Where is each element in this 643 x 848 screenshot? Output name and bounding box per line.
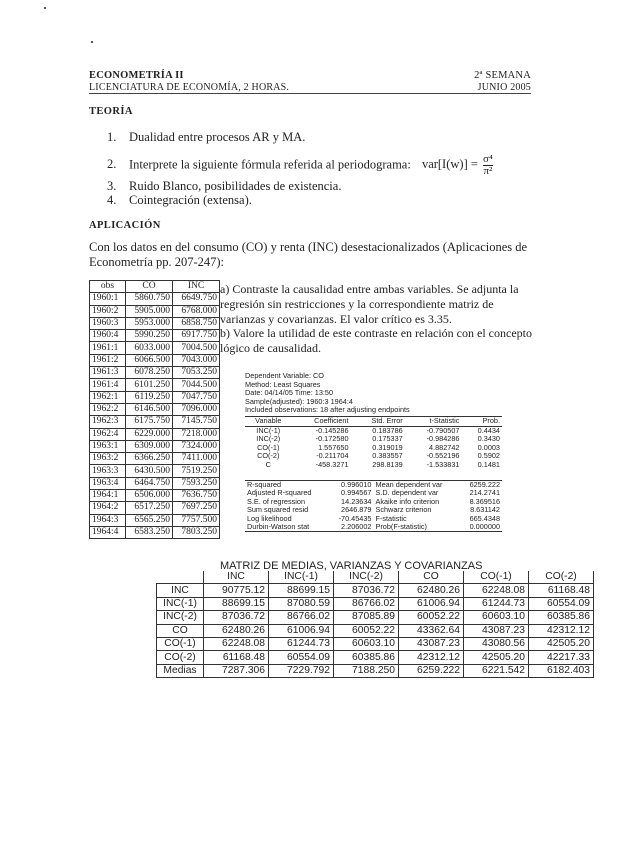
series-row <box>90 330 220 342</box>
matrix-cell: 60385.86 <box>529 611 594 624</box>
matrix-cell: 43087.23 <box>464 624 529 637</box>
item-text: Cointegración (extensa). <box>129 193 252 207</box>
matrix-title: MATRIZ DE MEDIAS, VARIANZAS Y COVARIANZAS <box>220 560 483 572</box>
co-cell: 6146.500 <box>126 403 173 415</box>
stat-label: Log likelihood <box>247 513 292 523</box>
stat-value: 6259.222 <box>469 480 500 489</box>
header-inc: INC <box>173 281 220 293</box>
matrix-cell: 87085.89 <box>334 611 399 624</box>
stat-value: 8.369516 <box>469 496 500 506</box>
matrix-row-label: CO(-1) <box>157 637 204 650</box>
prob-cell: 0.0003 <box>477 442 500 452</box>
series-row <box>90 354 220 366</box>
inc-cell: 7218.000 <box>173 428 220 440</box>
meta-line: Date: 04/14/05 Time: 13:50 <box>245 388 334 398</box>
coefficient-cell: -0.211704 <box>316 451 349 461</box>
matrix-cell: 6221.542 <box>464 664 529 677</box>
series-row <box>90 477 220 489</box>
t-stat-cell: -0.552196 <box>426 451 460 461</box>
question-a: a) Contraste la causalidad entre ambas variables. Se adjunta la regresión sin restricciones y la correspondiente matriz de varianzas y covarianzas. El valor crítico es 3.35. <box>220 282 519 326</box>
inc-cell: 6649.750 <box>173 293 220 305</box>
matrix-cell: 86766.02 <box>334 597 399 610</box>
matrix-cell: 42312.12 <box>399 651 464 664</box>
matrix-col-header: INC(-1) <box>269 571 334 584</box>
matrix-cell: 60052.22 <box>399 611 464 624</box>
stats-body <box>245 481 502 532</box>
prob-cell: 0.3430 <box>477 434 500 444</box>
obs-cell: 1964:3 <box>90 514 126 526</box>
std-error-cell: 0.383557 <box>372 451 403 461</box>
meta-line: Method: Least Squares <box>245 379 321 389</box>
formula-fraction <box>483 154 493 177</box>
t-stat-cell: -0.790507 <box>426 425 460 435</box>
series-row <box>90 440 220 452</box>
matrix-row <box>157 584 594 597</box>
series-body <box>90 293 220 539</box>
week-label: 2ª SEMANA <box>474 70 531 81</box>
matrix-row <box>157 624 594 637</box>
obs-cell: 1962:3 <box>90 416 126 428</box>
matrix-cell: 42312.12 <box>529 624 594 637</box>
series-header-row <box>90 281 220 293</box>
meta-line: Dependent Variable: CO <box>245 371 324 380</box>
item-number: 1. <box>107 130 117 144</box>
inc-cell: 6768.000 <box>173 305 220 317</box>
stat-value: 8.631142 <box>470 505 500 515</box>
matrix-cell: 61244.73 <box>269 637 334 650</box>
exam-date: JUNIO 2005 <box>477 82 531 93</box>
matrix-cell: 61168.48 <box>529 584 594 597</box>
stat-value: 214.2741 <box>469 488 500 498</box>
series-row <box>90 367 220 379</box>
series-row <box>90 305 220 317</box>
obs-cell: 1964:2 <box>90 502 126 514</box>
matrix-cell: 61006.94 <box>269 624 334 637</box>
matrix-row-label: INC <box>157 584 204 597</box>
item-text: Ruido Blanco, posibilidades de existencia. <box>129 179 342 193</box>
stat-label: Schwarz criterion <box>375 505 432 515</box>
t-stat-cell: -1.533831 <box>426 459 460 469</box>
co-cell: 6464.750 <box>126 477 173 489</box>
co-cell: 6506.000 <box>126 490 173 502</box>
regression-header-row <box>245 417 502 427</box>
obs-cell: 1962:4 <box>90 428 126 440</box>
obs-cell: 1964:4 <box>90 526 126 538</box>
matrix-row-label: INC(-1) <box>157 597 204 610</box>
series-row <box>90 403 220 415</box>
series-row <box>90 453 220 465</box>
stat-label: Durbin-Watson stat <box>247 522 310 532</box>
coefficient-cell: 1.557650 <box>318 442 349 452</box>
application-heading: APLICACIÓN <box>89 220 161 231</box>
inc-cell: 7411.000 <box>173 453 220 465</box>
matrix-cell: 62480.26 <box>399 584 464 597</box>
stat-value: -70.45435 <box>338 513 372 523</box>
variable-cell: C <box>265 459 271 469</box>
inc-cell: 7757.500 <box>173 514 220 526</box>
stat-label: Prob(F-statistic) <box>375 522 427 532</box>
co-cell: 6430.500 <box>126 465 173 477</box>
std-error-cell: 0.175337 <box>372 434 403 444</box>
co-cell: 6175.750 <box>126 416 173 428</box>
co-cell: 5990.250 <box>126 330 173 342</box>
matrix-cell: 90775.12 <box>204 584 269 597</box>
co-cell: 6366.250 <box>126 453 173 465</box>
series-row <box>90 416 220 428</box>
coefficient-cell: -0.145286 <box>315 425 349 435</box>
inc-cell: 7145.750 <box>173 416 220 428</box>
matrix-cell: 60554.09 <box>269 651 334 664</box>
meta-line: Included observations: 18 after adjusting endpoints <box>245 405 410 415</box>
matrix-cell: 43080.56 <box>464 637 529 650</box>
obs-cell: 1961:2 <box>90 354 126 366</box>
stat-label: F-statistic <box>375 513 407 523</box>
matrix-cell: 62248.08 <box>464 584 529 597</box>
co-cell: 6229.000 <box>126 428 173 440</box>
series-row <box>90 428 220 440</box>
application-intro: Con los datos en del consumo (CO) y renta (INC) desestacionalizados (Aplicaciones de Econometría pp. 207-247): <box>89 240 528 269</box>
theory-item-2 <box>107 154 493 177</box>
stats-row <box>245 523 502 532</box>
question-b: b) Valore la utilidad de este contraste en relación con el concepto lógico de causalidad. <box>220 326 532 355</box>
matrix-cell: 7287.306 <box>204 664 269 677</box>
matrix-cell: 60385.86 <box>334 651 399 664</box>
inc-cell: 7096.000 <box>173 403 220 415</box>
series-row <box>90 514 220 526</box>
matrix-col-header: CO(-1) <box>464 571 529 584</box>
obs-cell: 1961:3 <box>90 367 126 379</box>
regression-meta <box>245 372 410 415</box>
obs-cell: 1963:2 <box>90 453 126 465</box>
stat-value: 2646.879 <box>341 505 372 515</box>
formula-numerator: σ⁴ <box>483 153 493 165</box>
matrix-cell: 61006.94 <box>399 597 464 610</box>
prob-cell: 0.4434 <box>477 425 500 435</box>
co-cell: 5860.750 <box>126 293 173 305</box>
variable-cell: INC(-1) <box>256 425 281 435</box>
matrix-row <box>157 611 594 624</box>
matrix-cell: 60052.22 <box>334 624 399 637</box>
matrix-cell: 87036.72 <box>204 611 269 624</box>
theory-item-3 <box>107 179 341 194</box>
co-cell: 6101.250 <box>126 379 173 391</box>
matrix-row <box>157 651 594 664</box>
inc-cell: 7636.750 <box>173 490 220 502</box>
covariance-matrix <box>156 571 594 678</box>
theory-item-4 <box>107 193 252 208</box>
matrix-cell: 6182.403 <box>529 664 594 677</box>
item-number: 2. <box>107 157 117 172</box>
item-text: Dualidad entre procesos AR y MA. <box>129 130 306 144</box>
co-cell: 6565.250 <box>126 514 173 526</box>
degree-line: LICENCIATURA DE ECONOMÍA, 2 HORAS. <box>89 82 290 93</box>
matrix-row-label: CO(-2) <box>157 651 204 664</box>
stat-label: S.E. of regression <box>247 496 305 506</box>
matrix-cell: 61244.73 <box>464 597 529 610</box>
series-row <box>90 391 220 403</box>
regression-stats <box>245 480 502 532</box>
series-row <box>90 293 220 305</box>
inc-cell: 7047.750 <box>173 391 220 403</box>
std-error-cell: 0.183786 <box>372 425 403 435</box>
obs-cell: 1963:1 <box>90 440 126 452</box>
matrix-row-label: INC(-2) <box>157 611 204 624</box>
std-error-cell: 0.319019 <box>372 442 403 452</box>
col-variable: Variable <box>245 417 292 427</box>
matrix-cell: 6259.222 <box>399 664 464 677</box>
matrix-cell: 87080.59 <box>269 597 334 610</box>
obs-cell: 1961:4 <box>90 379 126 391</box>
stat-label: Mean dependent var <box>375 480 443 489</box>
variable-cell: CO(-2) <box>257 451 280 461</box>
t-stat-cell: -0.984286 <box>426 434 460 444</box>
col-coefficient: Coefficient <box>292 417 351 427</box>
obs-cell: 1960:4 <box>90 330 126 342</box>
series-row <box>90 317 220 329</box>
matrix-cell: 86766.02 <box>269 611 334 624</box>
variable-cell: CO(-1) <box>257 442 280 452</box>
inc-cell: 7043.000 <box>173 354 220 366</box>
prob-cell: 0.1481 <box>477 459 500 469</box>
matrix-cell: 60554.09 <box>529 597 594 610</box>
matrix-col-header: INC <box>204 571 269 584</box>
obs-cell: 1962:2 <box>90 403 126 415</box>
matrix-cell: 42217.33 <box>529 651 594 664</box>
inc-cell: 6858.750 <box>173 317 220 329</box>
series-row <box>90 342 220 354</box>
matrix-cell: 61168.48 <box>204 651 269 664</box>
matrix-col-header: CO(-2) <box>529 571 594 584</box>
matrix-cell: 88699.15 <box>204 597 269 610</box>
col-prob: Prob. <box>461 417 502 427</box>
variable-cell: INC(-2) <box>256 434 281 444</box>
obs-cell: 1962:1 <box>90 391 126 403</box>
inc-cell: 7004.500 <box>173 342 220 354</box>
regression-body <box>245 426 502 469</box>
item-number: 4. <box>107 193 117 207</box>
stat-value: 2.206002 <box>341 522 372 532</box>
obs-cell: 1960:1 <box>90 293 126 305</box>
obs-cell: 1963:3 <box>90 465 126 477</box>
matrix-cell: 60603.10 <box>464 611 529 624</box>
course-title: ECONOMETRÍA II <box>89 70 184 81</box>
coefficient-cell: -0.172580 <box>315 434 349 444</box>
stat-value: 665.4348 <box>469 513 500 523</box>
prob-cell: 0.5902 <box>477 451 500 461</box>
coefficient-cell: -458.3271 <box>315 459 349 469</box>
inc-cell: 7593.250 <box>173 477 220 489</box>
inc-cell: 7697.250 <box>173 502 220 514</box>
obs-cell: 1960:3 <box>90 317 126 329</box>
co-cell: 6066.500 <box>126 354 173 366</box>
co-cell: 5905.000 <box>126 305 173 317</box>
header-co: CO <box>126 281 173 293</box>
matrix-row-label: Medias <box>157 664 204 677</box>
matrix-cell: 42505.20 <box>464 651 529 664</box>
inc-cell: 7803.250 <box>173 526 220 538</box>
co-cell: 6309.000 <box>126 440 173 452</box>
scan-speck <box>91 41 93 43</box>
series-row <box>90 465 220 477</box>
header-obs: obs <box>90 281 126 293</box>
stat-label: Adjusted R-squared <box>247 488 312 498</box>
stat-label: S.D. dependent var <box>375 488 439 498</box>
co-cell: 6583.250 <box>126 526 173 538</box>
inc-cell: 7324.000 <box>173 440 220 452</box>
t-stat-cell: 4.882742 <box>429 442 460 452</box>
formula-lhs: var[I(w)] = <box>421 157 478 172</box>
matrix-cell: 42505.20 <box>529 637 594 650</box>
obs-cell: 1961:1 <box>90 342 126 354</box>
stat-value: 0.996010 <box>341 480 372 489</box>
stat-label: Akaike info criterion <box>375 496 440 506</box>
col-std-error: Std. Error <box>351 417 405 427</box>
matrix-header-row <box>157 571 594 584</box>
matrix-cell: 62248.08 <box>204 637 269 650</box>
regression-row <box>245 461 502 470</box>
series-row <box>90 490 220 502</box>
series-row <box>90 502 220 514</box>
matrix-row <box>157 664 594 677</box>
header-rule <box>89 93 531 94</box>
obs-cell: 1964:1 <box>90 490 126 502</box>
matrix-body <box>157 584 594 678</box>
matrix-row <box>157 637 594 650</box>
regression-coefficients <box>245 416 502 470</box>
obs-cell: 1963:4 <box>90 477 126 489</box>
matrix-cell: 60603.10 <box>334 637 399 650</box>
co-cell: 6119.250 <box>126 391 173 403</box>
matrix-cell: 43087.23 <box>399 637 464 650</box>
stat-value: 0.000000 <box>469 522 500 532</box>
item-number: 3. <box>107 179 117 193</box>
co-cell: 6517.250 <box>126 502 173 514</box>
obs-cell: 1960:2 <box>90 305 126 317</box>
inc-cell: 7044.500 <box>173 379 220 391</box>
scan-speck <box>44 7 46 9</box>
col-t-stat: t-Statistic <box>405 417 462 427</box>
co-cell: 6033.000 <box>126 342 173 354</box>
matrix-corner <box>157 571 204 584</box>
matrix-cell: 7229.792 <box>269 664 334 677</box>
std-error-cell: 298.8139 <box>372 459 403 469</box>
series-table <box>89 280 220 539</box>
theory-item-1 <box>107 130 305 145</box>
matrix-cell: 87036.72 <box>334 584 399 597</box>
stat-label: Sum squared resid <box>247 505 309 515</box>
matrix-row-label: CO <box>157 624 204 637</box>
series-row <box>90 526 220 538</box>
formula-denominator: π² <box>483 165 493 177</box>
theory-heading: TEORÍA <box>89 106 133 117</box>
stat-value: 14.23634 <box>341 496 372 506</box>
matrix-col-header: CO <box>399 571 464 584</box>
inc-cell: 7519.250 <box>173 465 220 477</box>
matrix-cell: 62480.26 <box>204 624 269 637</box>
co-cell: 5953.000 <box>126 317 173 329</box>
matrix-row <box>157 597 594 610</box>
matrix-cell: 7188.250 <box>334 664 399 677</box>
series-row <box>90 379 220 391</box>
co-cell: 6078.250 <box>126 367 173 379</box>
matrix-cell: 43362.64 <box>399 624 464 637</box>
matrix-cell: 88699.15 <box>269 584 334 597</box>
item-text: Interprete la siguiente fórmula referida al periodograma: <box>129 157 411 172</box>
meta-line: Sample(adjusted): 1960:3 1964:4 <box>245 396 353 406</box>
inc-cell: 7053.250 <box>173 367 220 379</box>
matrix-col-header: INC(-2) <box>334 571 399 584</box>
stat-label: R-squared <box>247 480 282 489</box>
stat-value: 0.994567 <box>341 488 372 498</box>
inc-cell: 6917.750 <box>173 330 220 342</box>
